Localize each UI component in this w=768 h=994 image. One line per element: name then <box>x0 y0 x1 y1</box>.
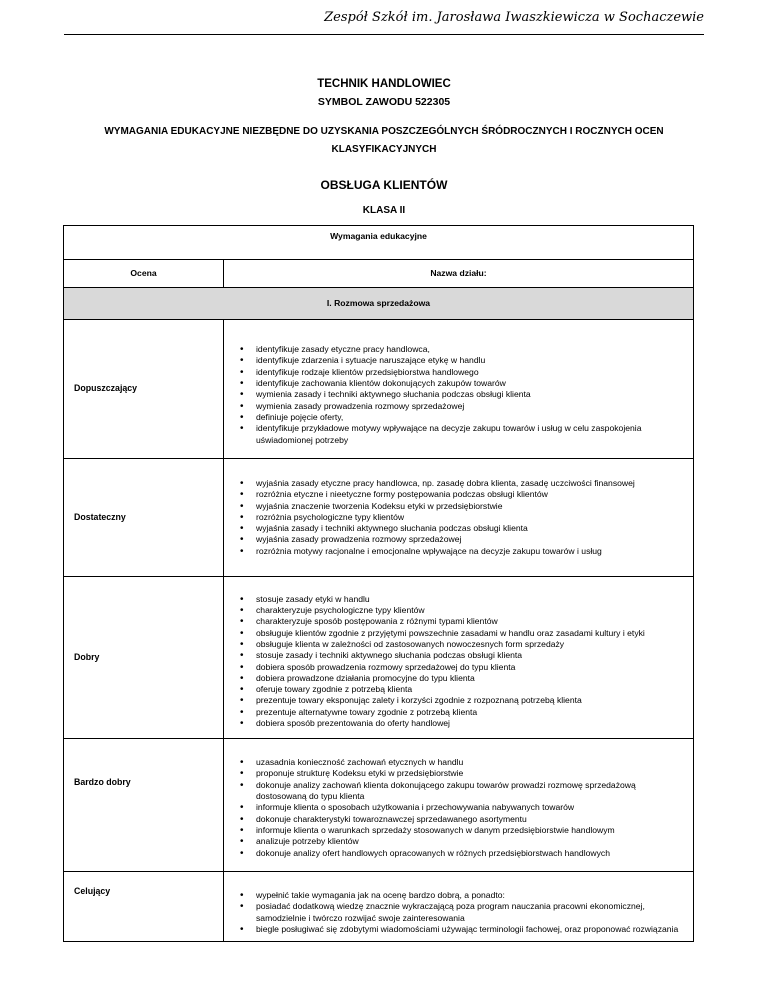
requirement-item: • uzasadnia konieczność zachowań etycznych w handlu <box>224 757 693 768</box>
requirement-item: • identyfikuje zachowania klientów dokonujących zakupów towarów <box>224 378 693 389</box>
requirement-item: • biegle posługiwać się zdobytymi wiadomościami używając terminologii fachowej, oraz proponować rozwiązania <box>224 924 693 935</box>
requirement-item: • wyjaśnia zasady i techniki aktywnego słuchania podczas obsługi klienta <box>224 523 693 534</box>
column-header-grade: Ocena <box>64 260 224 288</box>
class-label: KLASA II <box>362 205 406 216</box>
requirement-item: • charakteryzuje sposób postępowania z różnymi typami klientów <box>224 616 693 627</box>
requirement-item: • charakteryzuje psychologiczne typy klientów <box>224 605 693 616</box>
requirement-item: • proponuje strukturę Kodeksu etyki w przedsiębiorstwie <box>224 768 693 779</box>
requirements-table <box>63 225 694 942</box>
requirement-item: • dokonuje charakterystyki towaroznawczej sprzedawanego asortymentu <box>224 814 693 825</box>
requirement-item: • identyfikuje rodzaje klientów przedsiębiorstwa handlowego <box>224 367 693 378</box>
requirement-item: • identyfikuje zdarzenia i sytuacje naruszające etykę w handlu <box>224 355 693 366</box>
grade-label: Celujący <box>64 872 224 942</box>
requirement-item: • dokonuje analizy ofert handlowych opracowanych w różnych przedsiębiorstwach handlowych <box>224 848 693 859</box>
requirement-item: • dokonuje analizy zachowań klienta dokonującego zakupu towarów prowadzi rozmowę sprzedażową dostosowaną do typu klienta <box>224 780 693 803</box>
requirements-heading: WYMAGANIA EDUKACYJNE NIEZBĘDNE DO UZYSKANIA POSZCZEGÓLNYCH ŚRÓDROCZNYCH I ROCZNYCH OCEN KLASYFIKACYJNYCH <box>104 126 664 155</box>
requirement-item: • wymienia zasady prowadzenia rozmowy sprzedażowej <box>224 401 693 412</box>
requirement-item: • wymienia zasady i techniki aktywnego słuchania podczas obsługi klienta <box>224 389 693 400</box>
requirement-list <box>224 594 693 730</box>
requirement-item: • stosuje zasady etyki w handlu <box>224 594 693 605</box>
requirement-item: • rozróżnia etyczne i nieetyczne formy postępowania podczas obsługi klientów <box>224 489 693 500</box>
requirement-item: • posiadać dodatkową wiedzę znacznie wykraczającą poza program nauczania pracowni ekonomicznej, samodzielnie i twórczo rozwijać swoje zainteresowania <box>224 901 693 924</box>
table-row <box>64 320 694 459</box>
requirement-item: • informuje klienta o sposobach użytkowania i przechowywania nabywanych towarów <box>224 802 693 813</box>
requirement-item: • informuje klienta o warunkach sprzedaży stosowanych w danym przedsiębiorstwie handlowym <box>224 825 693 836</box>
grade-label: Bardzo dobry <box>64 739 224 872</box>
requirement-item: • wyjaśnia zasady etyczne pracy handlowca, np. zasadę dobra klienta, zasadę uczciwości finansowej <box>224 478 693 489</box>
requirement-list <box>224 478 693 557</box>
page-header: Zespół Szkół im. Jarosława Iwaszkiewicza w Sochaczewie <box>64 10 704 35</box>
requirement-list <box>224 757 693 859</box>
requirement-item: • rozróżnia psychologiczne typy klientów <box>224 512 693 523</box>
profession-symbol: SYMBOL ZAWODU 522305 <box>317 96 451 108</box>
grade-label: Dostateczny <box>64 459 224 577</box>
requirement-list <box>224 890 693 935</box>
table-row <box>64 739 694 872</box>
section-header: I. Rozmowa sprzedażowa <box>64 288 694 320</box>
requirement-item: • obsługuje klientów zgodnie z przyjętymi powszechnie zasadami w handlu oraz zasadami kultury i etyki <box>224 628 693 639</box>
requirement-item: • identyfikuje zasady etyczne pracy handlowca, <box>224 344 693 355</box>
table-row <box>64 459 694 577</box>
requirement-item: • obsługuje klienta w zależności od zastosowanych nowoczesnych form sprzedaży <box>224 639 693 650</box>
subject-title: OBSŁUGA KLIENTÓW <box>320 178 448 192</box>
requirement-list <box>224 344 693 446</box>
requirement-item: • definiuje pojęcie oferty, <box>224 412 693 423</box>
requirement-item: • wyjaśnia znaczenie tworzenia Kodeksu etyki w przedsiębiorstwie <box>224 501 693 512</box>
requirement-item: • oferuje towary zgodnie z potrzebą klienta <box>224 684 693 695</box>
grade-label: Dopuszczający <box>64 320 224 459</box>
requirement-item: • identyfikuje przykładowe motywy wpływające na decyzje zakupu towarów i usług w celu zaspokojenia uświadomionej potrzeby <box>224 423 693 446</box>
table-row <box>64 577 694 739</box>
document-title: TECHNIK HANDLOWIEC <box>317 78 451 90</box>
requirement-item: • dobiera sposób prezentowania do oferty handlowej <box>224 718 693 729</box>
requirement-item: • stosuje zasady i techniki aktywnego słuchania podczas obsługi klienta <box>224 650 693 661</box>
requirement-item: • dobiera prowadzone działania promocyjne do typu klienta <box>224 673 693 684</box>
column-header-section: Nazwa działu: <box>224 260 694 288</box>
requirement-item: • wypełnić takie wymagania jak na ocenę bardzo dobrą, a ponadto: <box>224 890 693 901</box>
table-row <box>64 872 694 942</box>
requirement-item: • prezentuje alternatywne towary zgodnie z potrzebą klienta <box>224 707 693 718</box>
requirement-item: • analizuje potrzeby klientów <box>224 836 693 847</box>
requirement-item: • prezentuje towary eksponując zalety i korzyści zgodnie z rozpoznaną potrzebą klienta <box>224 695 693 706</box>
requirement-item: • rozróżnia motywy racjonalne i emocjonalne wpływające na decyzje zakupu towarów i usług <box>224 546 693 557</box>
table-caption: Wymagania edukacyjne <box>64 226 694 260</box>
grade-label: Dobry <box>64 577 224 739</box>
requirement-item: • wyjaśnia zasady prowadzenia rozmowy sprzedażowej <box>224 534 693 545</box>
requirement-item: • dobiera sposób prowadzenia rozmowy sprzedażowej do typu klienta <box>224 662 693 673</box>
